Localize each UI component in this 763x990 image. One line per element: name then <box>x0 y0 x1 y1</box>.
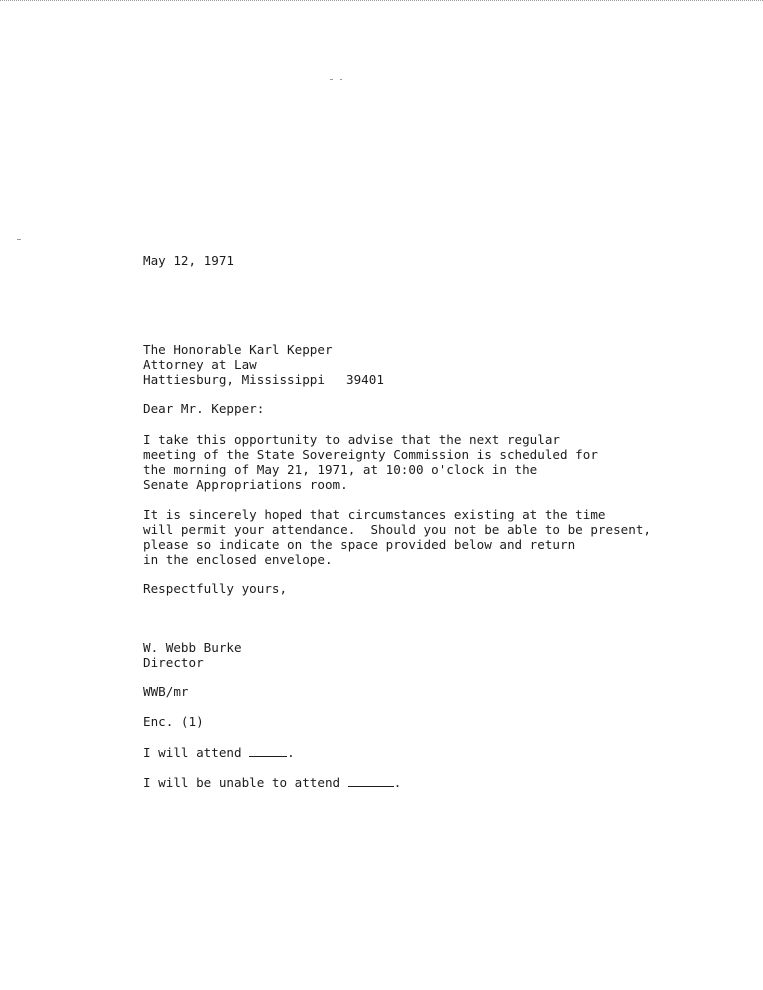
reply-attend-line <box>143 745 295 760</box>
paragraph-line: I take this opportunity to advise that the next regular <box>143 432 561 447</box>
typist-initials: WWB/mr <box>143 684 189 699</box>
recipient-name: The Honorable Karl Kepper <box>143 342 333 357</box>
page-top-edge <box>0 0 763 1</box>
reply-attend-period: . <box>287 745 295 760</box>
reply-unable-line <box>143 775 401 790</box>
enclosure-note: Enc. (1) <box>143 714 204 729</box>
recipient-city-state: Hattiesburg, Mississippi <box>143 372 325 387</box>
attend-blank[interactable] <box>249 745 287 757</box>
paragraph-line: please so indicate on the space provided below and return <box>143 537 576 552</box>
reply-unable-label: I will be unable to attend <box>143 775 348 790</box>
scan-speck <box>17 239 21 240</box>
paragraph-line: Senate Appropriations room. <box>143 477 348 492</box>
paragraph-line: meeting of the State Sovereignty Commission is scheduled for <box>143 447 598 462</box>
letter-date: May 12, 1971 <box>143 253 234 268</box>
signer-name: W. Webb Burke <box>143 640 242 655</box>
paragraph-line: in the enclosed envelope. <box>143 552 333 567</box>
reply-attend-label: I will attend <box>143 745 250 760</box>
scan-speck <box>340 79 342 80</box>
recipient-title: Attorney at Law <box>143 357 257 372</box>
reply-unable-period: . <box>393 775 402 790</box>
unable-blank[interactable] <box>348 775 394 787</box>
closing: Respectfully yours, <box>143 581 288 596</box>
recipient-zip: 39401 <box>346 372 384 387</box>
paragraph-line: the morning of May 21, 1971, at 10:00 o'clock in the <box>143 462 538 477</box>
scan-speck <box>330 79 333 80</box>
paragraph-line: It is sincerely hoped that circumstances existing at the time <box>143 507 606 522</box>
signer-title: Director <box>143 655 204 670</box>
salutation: Dear Mr. Kepper: <box>143 401 265 416</box>
paragraph-line: will permit your attendance. Should you not be able to be present, <box>143 522 651 537</box>
